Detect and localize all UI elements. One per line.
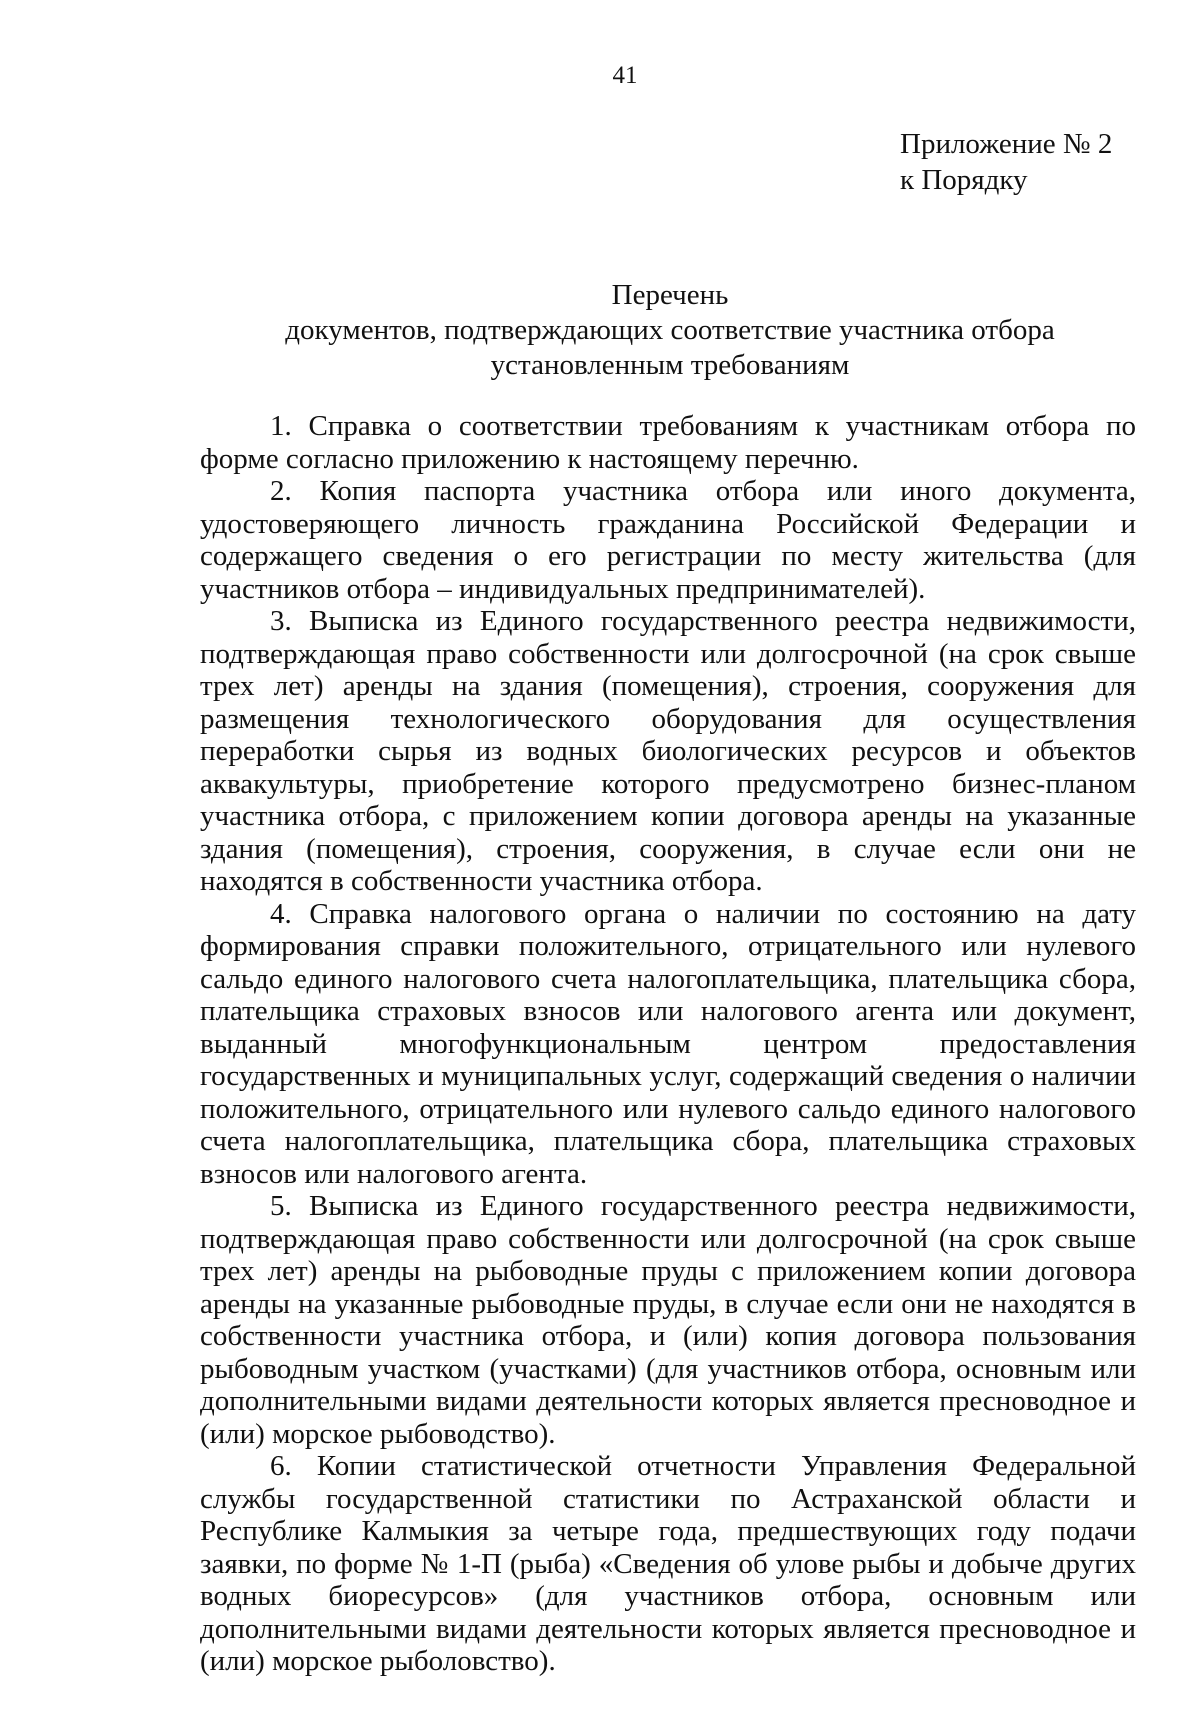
list-item-6: 6. Копии статистической отчетности Управления Федеральной службы государственной статистики по Астраханской области и Республике Калмыкия за четыре года, предшествующих году подачи заявки, по форме № 1-П (рыба) «Сведения об улове рыбы и добыче других водных биоресурсов» (для участников отбора, основным или дополнительными видами деятельности которых является пресноводное и (или) морское рыболовство).	[200, 1450, 1136, 1677]
title-line-3: установленным требованиям	[490, 349, 850, 381]
appendix-line-1: Приложение № 2	[900, 128, 1113, 160]
list-item-2: 2. Копия паспорта участника отбора или иного документа, удостоверяющего личность гражданина Российской Федерации и содержащего сведения о его регистрации по месту жительства (для участников отбора – индивидуальных предпринимателей).	[200, 475, 1136, 605]
title-line-1: Перечень	[611, 279, 729, 311]
document-body	[200, 410, 1136, 1678]
list-item-3: 3. Выписка из Единого государственного реестра недвижимости, подтверждающая право собственности или долгосрочной (на срок свыше трех лет) аренды на здания (помещения), строения, сооружения для размещения технологического оборудования для осуществления переработки сырья из водных биологических ресурсов и объектов аквакультуры, приобретение которого предусмотрено бизнес-планом участника отбора, с приложением копии договора аренды на указанные здания (помещения), строения, сооружения, в случае если они не находятся в собственности участника отбора.	[200, 605, 1136, 897]
list-item-1: 1. Справка о соответствии требованиям к участникам отбора по форме согласно приложению к настоящему перечню.	[200, 410, 1136, 475]
appendix-reference	[900, 126, 1112, 198]
list-item-5: 5. Выписка из Единого государственного реестра недвижимости, подтверждающая право собственности или долгосрочной (на срок свыше трех лет) аренды на рыбоводные пруды с приложением копии договора аренды на указанные рыбоводные пруды, в случае если они не находятся в собственности участника отбора, и (или) копия договора пользования рыбоводным участком (участками) (для участников отбора, основным или дополнительными видами деятельности которых является пресноводное и (или) морское рыбоводство).	[200, 1190, 1136, 1450]
appendix-line-2: к Порядку	[900, 164, 1028, 196]
list-item-4: 4. Справка налогового органа о наличии по состоянию на дату формирования справки положительного, отрицательного или нулевого сальдо единого налогового счета налогоплательщика, плательщика сбора, плательщика страховых взносов или налогового агента или документ, выданный многофункциональным центром предоставления государственных и муниципальных услуг, содержащий сведения о наличии положительного, отрицательного или нулевого сальдо единого налогового счета налогоплательщика, плательщика сбора, плательщика страховых взносов или налогового агента.	[200, 897, 1136, 1190]
document-title	[200, 278, 1140, 383]
title-line-2: документов, подтверждающих соответствие участника отбора	[285, 314, 1055, 346]
page-number: 41	[612, 62, 638, 89]
